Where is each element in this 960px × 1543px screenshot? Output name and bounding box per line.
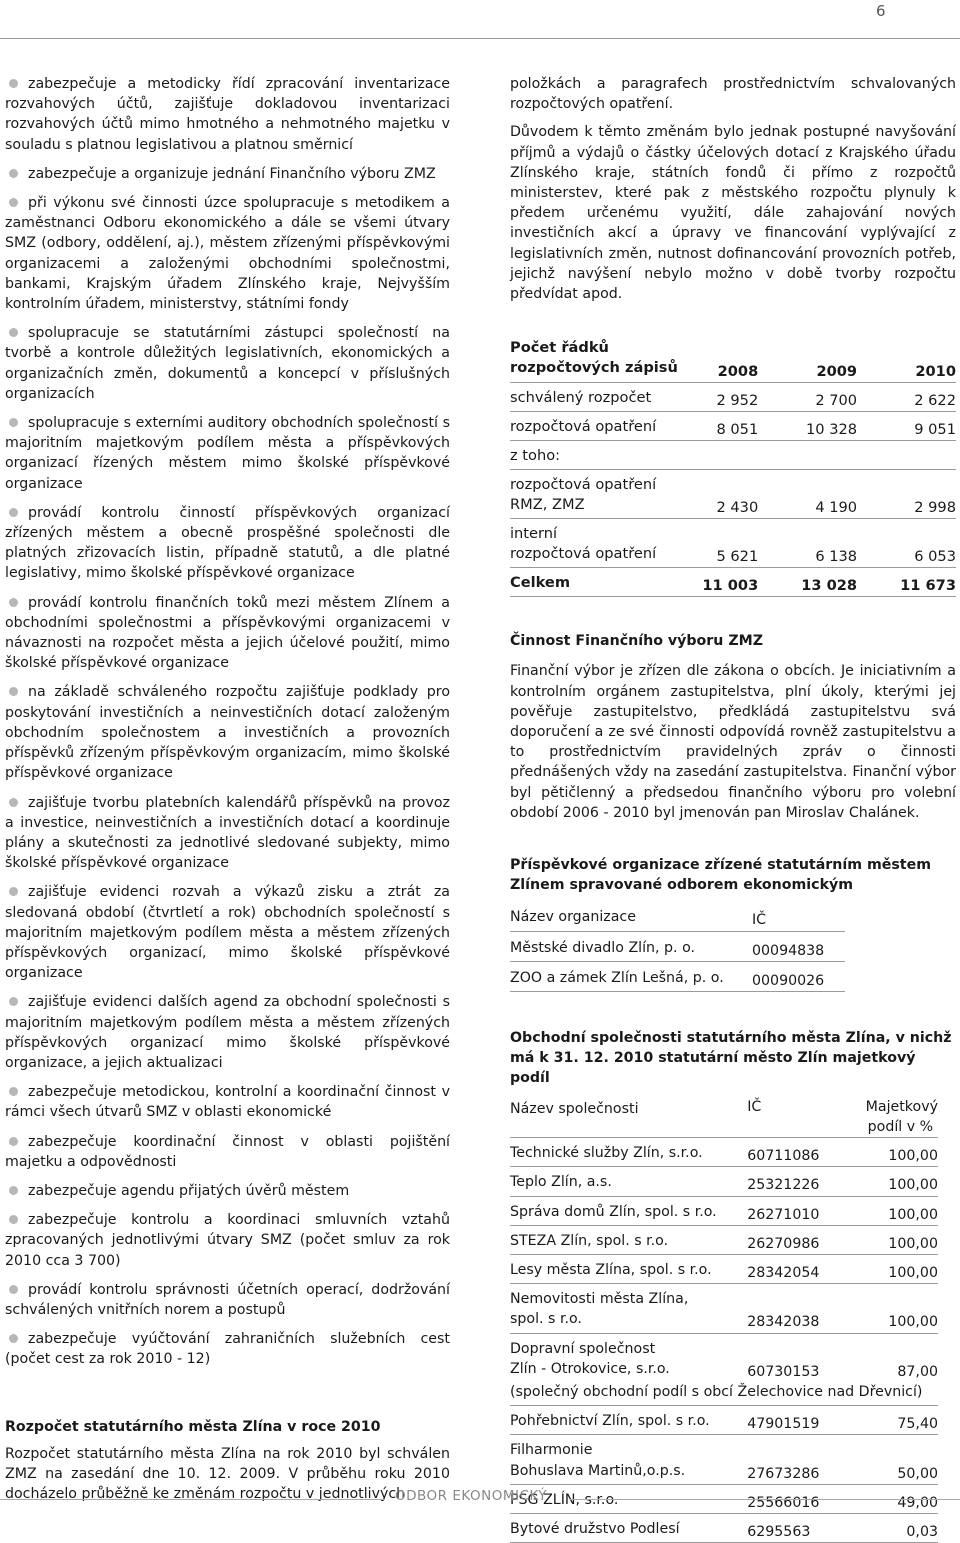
company-ic: 26271010 [747, 1196, 865, 1225]
reason-paragraph: Důvodem k těmto změnám bylo jednak postupné navyšování příjmů a výdajů o částky účelových dotací z Krajského úřadu Zlínského kraje, státních fondů či přímo z rozpočtů ministerstev, které pak z městského rozpočtu plynuly k předem určenému využití, dále zahajování nových investičních akcí a úpravy ve financování vyplývající z legislativních změn, nutnost dofinancování provozních potřeb, jejichž navýšení nebylo možno v době tvorby rozpočtu předvídat apod. [510, 124, 956, 303]
cell-value: 9 051 [857, 412, 956, 441]
company-ic: 28342054 [747, 1254, 865, 1283]
company-name: Teplo Zlín, a.s. [510, 1174, 612, 1191]
list-item-text: provádí kontrolu činností příspěvkových organizací zřízených městem a obecně prospěšné společnosti dle platných zřizovacích listin, případně statutů, a dle platné legislativy, mimo školské příspěvkové organizace [5, 504, 450, 582]
table-row [510, 1513, 938, 1542]
table-row [510, 1284, 938, 1333]
table-row [510, 1196, 938, 1225]
bullet-icon [9, 887, 18, 896]
list-item [5, 1082, 450, 1122]
list-item-text: zabezpečuje a metodicky řídí zpracování inventarizace rozvahových účtů, zajišťuje dokladovou inventarizaci rozvahových účtů mimo hmotného a nehmotného majetku v souladu s platnou legislativou a platnou směrnicí [5, 76, 450, 153]
list-item-text: spolupracuje s externími auditory obchodních společností s majoritním majetkovým podílem města a příspěvkových organizací řízených městem mimo školské příspěvkové organizace [5, 415, 450, 492]
list-item-text: zabezpečuje kontrolu a koordinaci smluvních vztahů zpracovaných jednotlivými útvary SMZ (počet smluv za rok 2010 cca 3 700) [5, 1212, 450, 1269]
cell-value: 8 051 [698, 412, 758, 441]
list-item [5, 593, 450, 674]
table-row [510, 1225, 938, 1254]
list-item-text: provádí kontrolu finančních toků mezi městem Zlínem a obchodními společnostmi a příspěvkovými organizacemi v návaznosti na rozpočet města a jejich účelové použití, mimo školské příspěvkové organizace [5, 594, 450, 672]
company-name: STEZA Zlín, spol. s r.o. [510, 1232, 669, 1249]
column-header: Název společnosti [510, 1097, 747, 1138]
company-ic: 25566016 [747, 1484, 865, 1513]
list-item-text: zabezpečuje koordinační činnost v oblasti pojištění majetku a odpovědnosti [5, 1133, 450, 1170]
company-name: spol. s r.o. [510, 1311, 582, 1328]
org-name: Městské divadlo Zlín, p. o. [510, 931, 752, 961]
column-header: podíl v % [867, 1118, 934, 1135]
total-label: Celkem [510, 568, 698, 597]
table-row [510, 383, 956, 412]
list-item [5, 1329, 450, 1369]
bullet-icon [9, 598, 18, 607]
company-share: 100,00 [866, 1284, 938, 1333]
bullet-icon [9, 418, 18, 427]
bullet-icon [9, 169, 18, 178]
table-row [510, 1333, 938, 1382]
row-label: RMZ, ZMZ [510, 496, 585, 514]
table-row [510, 961, 845, 991]
list-item [5, 992, 450, 1073]
list-item-text: zajišťuje tvorbu platebních kalendářů příspěvků na provoz a investice, neinvestičních a investičních dotací a koordinuje plány a skutečnosti za jednotlivé sledované subjekty, mimo školské příspěvkové organizace [5, 794, 450, 872]
list-item [5, 164, 450, 184]
companies-table [510, 1097, 938, 1543]
table-row [510, 441, 956, 470]
budget-title: Rozpočet statutárního města Zlína v roce 2010 [5, 1418, 381, 1435]
row-label: rozpočtová opatření [510, 545, 657, 563]
column-header: Název organizace [510, 901, 752, 931]
list-item [5, 1132, 450, 1172]
bullet-icon [9, 1334, 18, 1343]
table-row [510, 1406, 938, 1435]
column-header: IČ [747, 1097, 865, 1138]
year-header: 2010 [857, 358, 956, 383]
table-row [510, 1435, 938, 1484]
company-share: 100,00 [866, 1225, 938, 1254]
list-item-text: zabezpečuje metodickou, kontrolní a koordinační činnost v rámci všech útvarů SMZ v oblasti ekonomické [5, 1084, 450, 1121]
bullet-icon [9, 798, 18, 807]
cell-value: 2 700 [758, 383, 857, 412]
bullet-icon [9, 1087, 18, 1096]
list-item [5, 1210, 450, 1271]
company-note: (společný obchodní podíl s obcí Želechovice nad Dřevnicí) [510, 1382, 938, 1406]
org-ic: 00094838 [752, 931, 845, 961]
list-item [5, 503, 450, 584]
cell-value: 5 621 [698, 519, 758, 568]
table-row [510, 470, 956, 519]
company-name: Zlín - Otrokovice, s.r.o. [510, 1360, 670, 1377]
cell-value: 10 328 [758, 412, 857, 441]
company-name: Pohřebnictví Zlín, spol. s r.o. [510, 1413, 710, 1430]
responsibilities-list [5, 74, 450, 1370]
list-item [5, 682, 450, 783]
company-ic: 60730153 [747, 1363, 820, 1380]
company-ic: 60711086 [747, 1138, 865, 1167]
list-item-text: zabezpečuje agendu přijatých úvěrů městem [28, 1182, 350, 1199]
bullet-icon [9, 328, 18, 337]
company-name: Technické služby Zlín, s.r.o. [510, 1145, 703, 1162]
cell-value: 4 190 [758, 470, 857, 519]
year-header: 2009 [758, 358, 857, 383]
org-name: ZOO a zámek Zlín Lešná, p. o. [510, 961, 752, 991]
company-share: 50,00 [866, 1435, 938, 1484]
cell-value: 2 622 [857, 383, 956, 412]
committee-text: Finanční výbor je zřízen dle zákona o obcích. Je iniciativním a kontrolním orgánem zastupitelstva, plní úkoly, kterými jej pověřuje zastupitelstvo, předkládá zastupitelstvu svá doporučení a ze své činnosti odpovídá rovněž zastupitelstvu a to prostřednictvím pravidelných zpráv o činnosti přednášených vždy na zasedání zastupitelstva. Finanční výbor byl pětičlenný a předsedou finančního výboru pro volební období 2006 - 2010 byl jmenován pan Miroslav Chalánek. [510, 663, 956, 821]
bullet-icon [9, 1186, 18, 1195]
list-item-text: zajišťuje evidenci dalších agend za obchodní společnosti s majoritním majetkovým podílem města a městem zřízených příspěvkových organizací mimo školské příspěvkové organizace, a jejich aktualizaci [5, 994, 450, 1071]
bullet-icon [9, 1215, 18, 1224]
company-name: Bohuslava Martinů,o.p.s. [510, 1462, 686, 1479]
table-row [510, 1138, 938, 1167]
total-value: 11 003 [698, 568, 758, 597]
list-item [5, 1181, 450, 1201]
count-table [510, 338, 956, 597]
cell-value: 2 430 [698, 470, 758, 519]
row-label: interní [510, 525, 558, 543]
page-number: 6 [876, 2, 886, 20]
list-item [5, 193, 450, 314]
committee-title: Činnost Finančního výboru ZMZ [510, 633, 764, 650]
table-row [510, 1167, 938, 1196]
row-label: z toho: [510, 441, 956, 470]
company-share: 100,00 [866, 1167, 938, 1196]
row-label: rozpočtová opatření [510, 412, 698, 441]
count-header-line1: Počet řádků [510, 339, 609, 357]
company-ic: 28342038 [747, 1284, 865, 1333]
bullet-icon [9, 1137, 18, 1146]
list-item [5, 793, 450, 874]
company-name: Nemovitosti města Zlína, [510, 1291, 689, 1308]
list-item-text: zabezpečuje a organizuje jednání Finančního výboru ZMZ [28, 165, 436, 182]
table-row-note [510, 1382, 938, 1406]
cell-value: 6 138 [758, 519, 857, 568]
list-item [5, 323, 450, 404]
company-name: Dopravní společnost [510, 1340, 656, 1357]
table-row [510, 931, 845, 961]
list-item-text: provádí kontrolu správnosti účetních operací, dodržování schválených vnitřních norem a postupů [5, 1281, 450, 1318]
footer-label: ODBOR EKONOMICKÝ [395, 1488, 548, 1504]
left-column [5, 74, 450, 1504]
company-share: 100,00 [866, 1254, 938, 1283]
company-share: 87,00 [897, 1363, 938, 1380]
company-ic: 26270986 [747, 1225, 865, 1254]
total-value: 13 028 [758, 568, 857, 597]
list-item [5, 882, 450, 983]
bullet-icon [9, 687, 18, 696]
count-header-line2: rozpočtových zápisů [510, 358, 698, 383]
total-value: 11 673 [857, 568, 956, 597]
orgs-table [510, 901, 845, 992]
company-share: 0,03 [866, 1513, 938, 1542]
company-ic: 47901519 [747, 1406, 865, 1435]
budget-text: Rozpočet statutárního města Zlína na rok 2010 byl schválen ZMZ na zasedání dne 10. 12. 2009. V průběhu roku 2010 docházelo průběžně ke změnám rozpočtu v jednotlivých [5, 1445, 450, 1503]
company-name: Bytové družstvo Podlesí [510, 1520, 680, 1537]
column-header: IČ [752, 901, 845, 931]
list-item-text: při výkonu své činnosti úzce spolupracuje s metodikem a zaměstnanci Odboru ekonomického a dále se všemi útvary SMZ (odbory, oddělení, aj.), městem zřízenými příspěvkovými organizacemi a založenými obchodními společnostmi, bankami, Krajským úřadem Zlínského kraje, Nejvyšším kontrolním úřadem, ministerstvy, státními fondy [5, 195, 450, 313]
right-column [510, 74, 956, 1543]
intro-continuation: položkách a paragrafech prostřednictvím schvalovaných rozpočtových opatření. [510, 76, 956, 113]
company-name: Filharmonie [510, 1442, 593, 1459]
list-item [5, 1280, 450, 1320]
list-item [5, 413, 450, 494]
company-name: Správa domů Zlín, spol. s r.o. [510, 1203, 717, 1220]
company-name: PSG ZLÍN, s.r.o. [510, 1491, 619, 1508]
year-header: 2008 [698, 358, 758, 383]
companies-title: Obchodní společnosti statutárního města Zlína, v nichž má k 31. 12. 2010 statutární město Zlín majetkový podíl [510, 1030, 952, 1087]
bullet-icon [9, 79, 18, 88]
company-share: 100,00 [866, 1196, 938, 1225]
org-ic: 00090026 [752, 961, 845, 991]
bullet-icon [9, 508, 18, 517]
bullet-icon [9, 198, 18, 207]
company-ic: 27673286 [747, 1435, 865, 1484]
company-name: Lesy města Zlína, spol. s r.o. [510, 1261, 712, 1278]
table-row [510, 519, 956, 568]
company-share: 49,00 [866, 1484, 938, 1513]
cell-value: 2 998 [857, 470, 956, 519]
table-row [510, 412, 956, 441]
row-label: schválený rozpočet [510, 383, 698, 412]
column-header: Majetkový [865, 1098, 938, 1115]
company-share: 100,00 [866, 1138, 938, 1167]
header-rule [0, 38, 960, 39]
company-share: 75,40 [866, 1406, 938, 1435]
bullet-icon [9, 997, 18, 1006]
cell-value: 2 952 [698, 383, 758, 412]
bullet-icon [9, 1285, 18, 1294]
orgs-title: Příspěvkové organizace zřízené statutárním městem Zlínem spravované odborem ekonomickým [510, 857, 931, 894]
list-item-text: zajišťuje evidenci rozvah a výkazů zisku a ztrát za sledovaná období (čtvrtletí a rok) obchodních společností s majoritním majetkovým podílem města a městem zřízených příspěvkových organizací, mimo školské příspěvkové organizace [5, 884, 450, 982]
list-item-text: zabezpečuje vyúčtování zahraničních služebních cest (počet cest za rok 2010 - 12) [5, 1331, 450, 1368]
company-ic: 25321226 [747, 1167, 865, 1196]
total-row [510, 568, 956, 597]
list-item-text: na základě schváleného rozpočtu zajišťuje podklady pro poskytování investičních a neinvestičních dotací založeným obchodním společnostem a investičních a provozních příspěvků zřízeným příspěvkovým organizacím, mimo školské příspěvkové organizace [5, 684, 450, 782]
footer-rule [0, 1499, 385, 1500]
table-row [510, 1254, 938, 1283]
cell-value: 6 053 [857, 519, 956, 568]
company-ic: 6295563 [747, 1513, 865, 1542]
list-item-text: spolupracuje se statutárními zástupci společností na tvorbě a kontrole důležitých legislativních, ekonomických a organizačních změn, dokumentů a koncepcí v příslušných organizacích [5, 325, 450, 402]
footer-rule [570, 1499, 960, 1500]
row-label: rozpočtová opatření [510, 476, 657, 494]
list-item [5, 74, 450, 155]
